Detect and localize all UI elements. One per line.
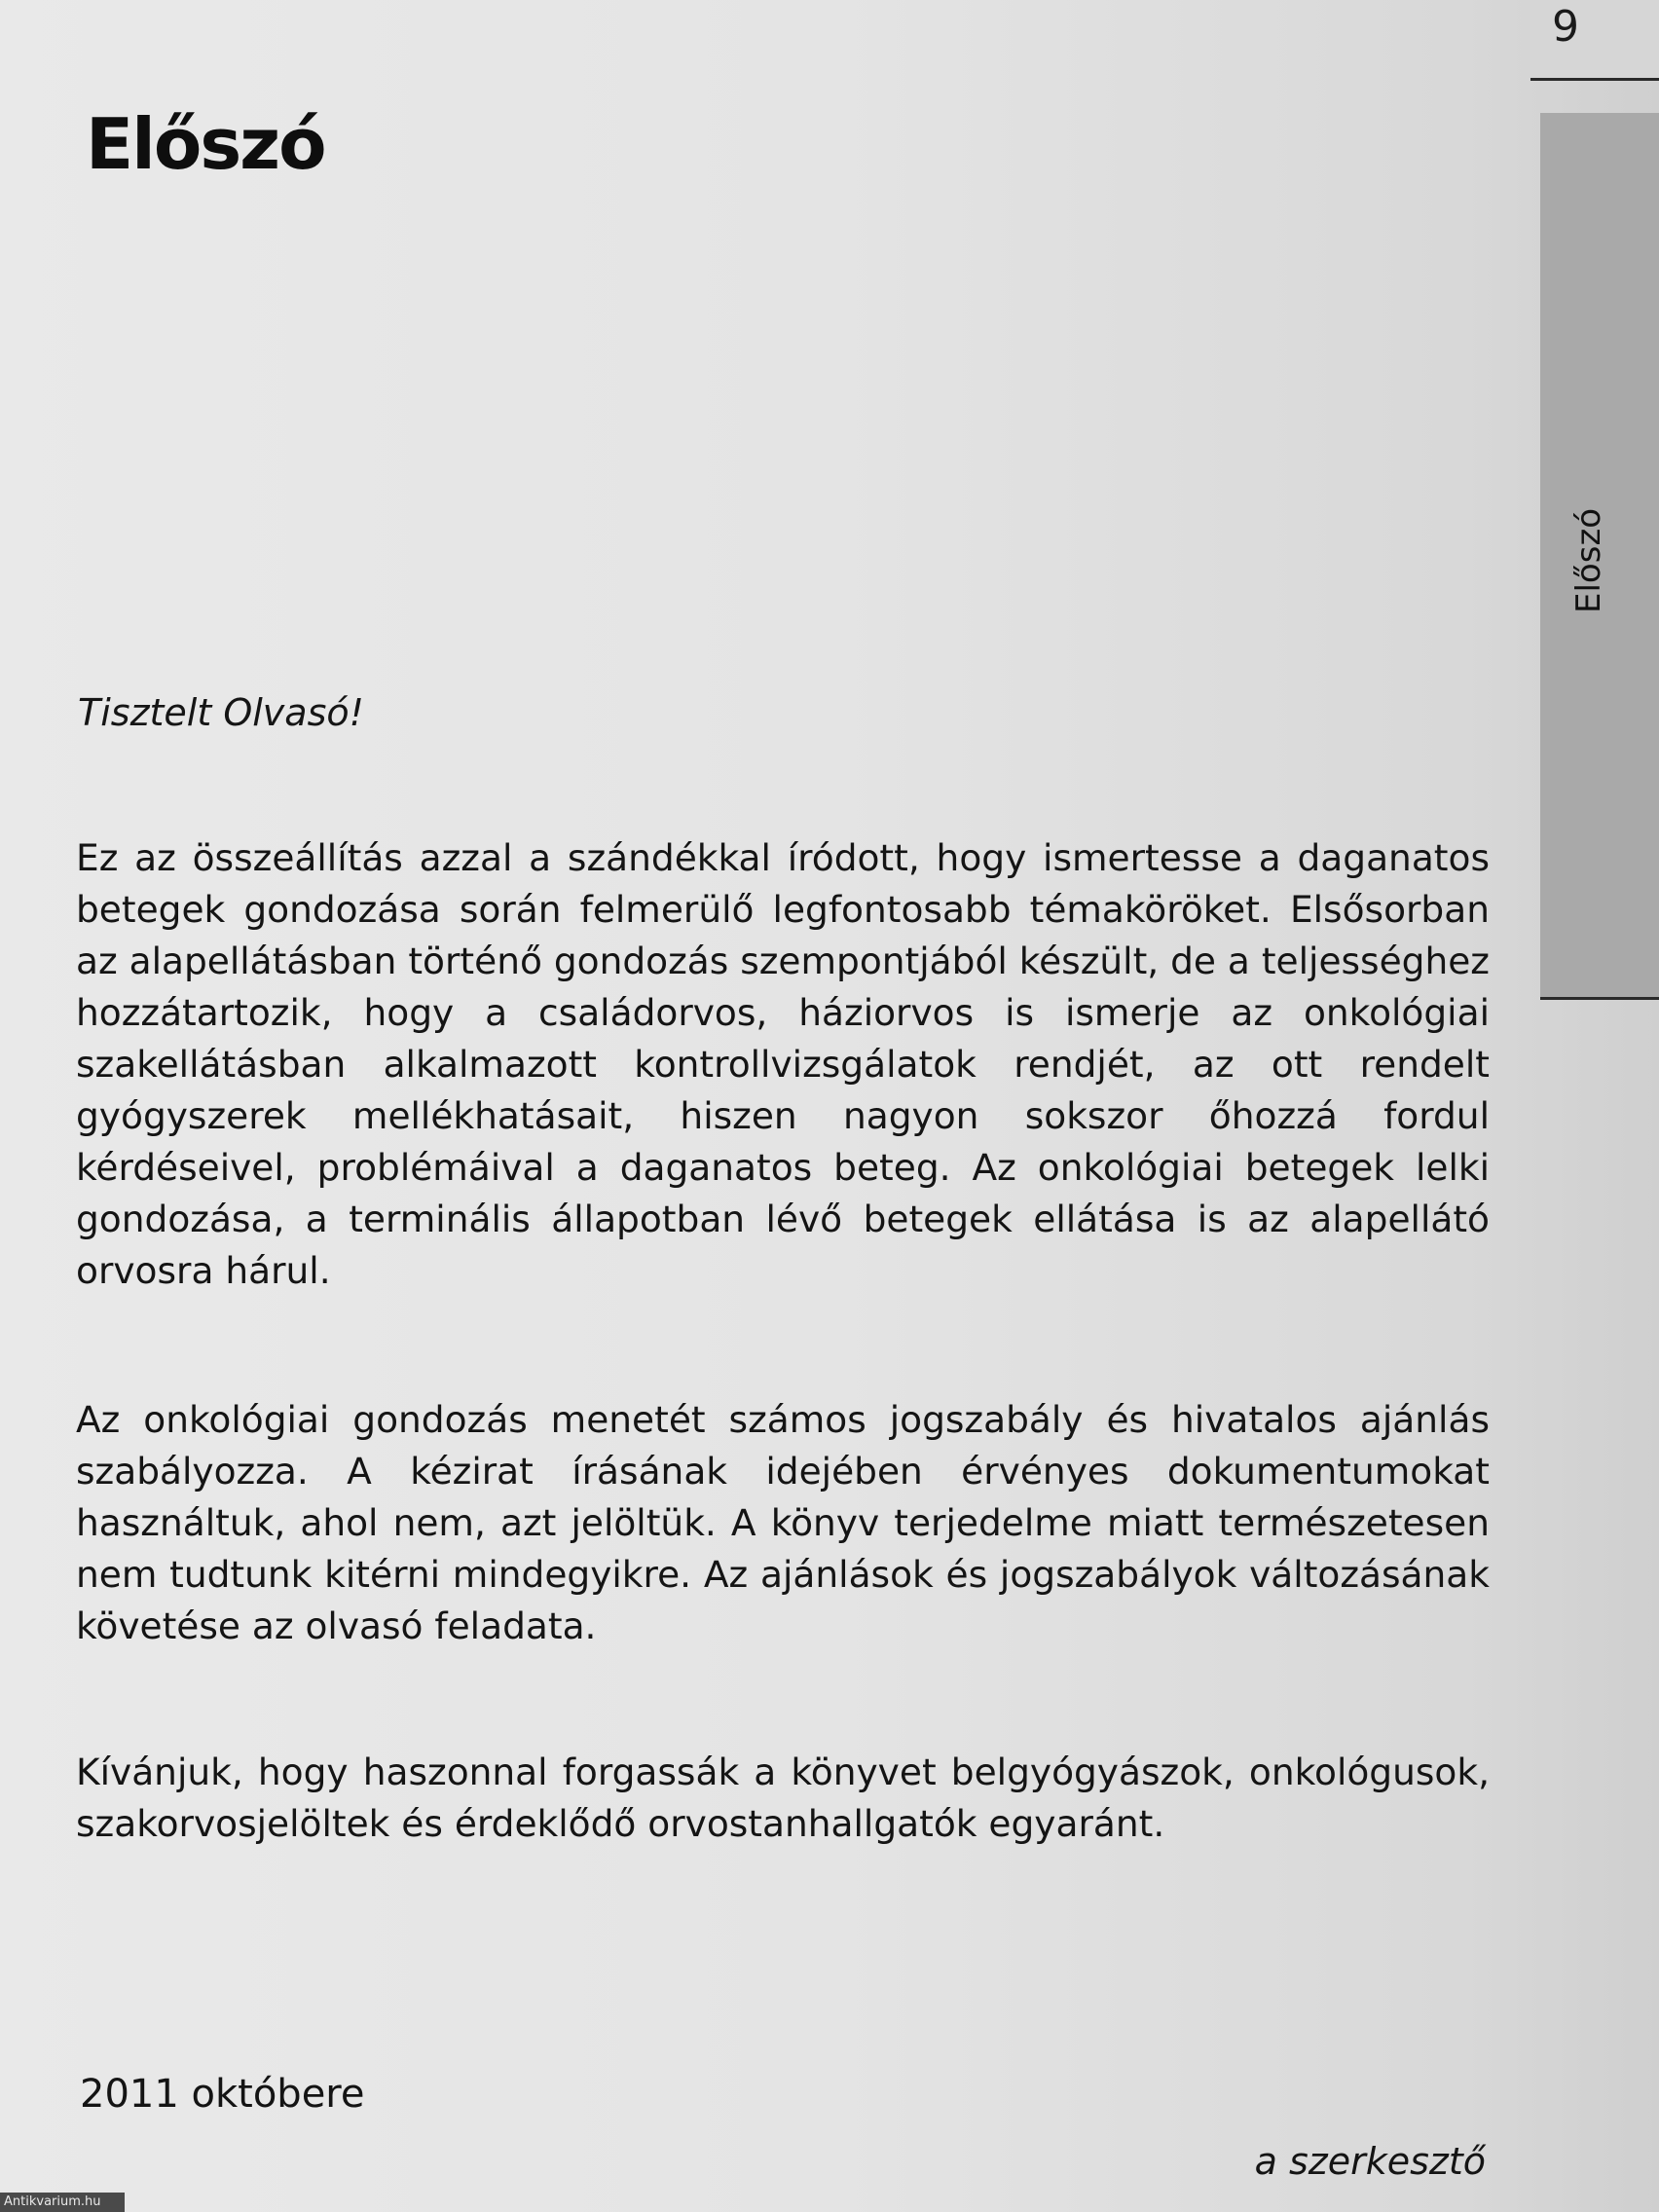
page-number-box [1530,0,1659,81]
signature: a szerkesztő [1254,2140,1486,2183]
paragraph-1: Ez az összeállítás azzal a szándékkal íródott, hogy ismertesse a daganatos betegek gondozása során felmerülő legfontosabb témaköröket. Elsősorban az alapellátásban történő gondozás szempontjából készült, de a teljességhez hozzátartozik, hogy a családorvos, háziorvos is ismerje az onkológiai szakellátásban alkalmazott kontrollvizsgálatok rendjét, az ott rendelt gyógyszerek mellékhatásait, hiszen nagyon sokszor őhozzá fordul kérdéseivel, problémáival a daganatos beteg. Az onkológiai betegek lelki gondozása, a terminális állapotban lévő betegek ellátása is az alapellátó orvosra hárul. [76,836,1490,1292]
page-number: 9 [1552,2,1579,52]
date: 2011 októbere [80,2072,365,2117]
paragraph-2: Az onkológiai gondozás menetét számos jogszabály és hivatalos ajánlás szabályozza. A kézirat írásának idejében érvényes dokumentumokat használtuk, ahol nem, azt jelöltük. A könyv terjedelme miatt természetesen nem tudtunk kitérni mindegyikre. Az ajánlások és jogszabályok változásának követése az olvasó feladata. [76,1398,1490,1647]
page-title: Előszó [86,103,325,185]
chapter-side-tab-label: Előszó [1569,507,1608,613]
paragraph-3: Kívánjuk, hogy haszonnal forgassák a könyvet belgyógyászok, onkológusok, szakorvosjelöltek és érdeklődő orvostanhallgatók egyaránt. [76,1751,1490,1845]
watermark: Antikvarium.hu [0,2193,125,2212]
salutation: Tisztelt Olvasó! [78,691,364,734]
